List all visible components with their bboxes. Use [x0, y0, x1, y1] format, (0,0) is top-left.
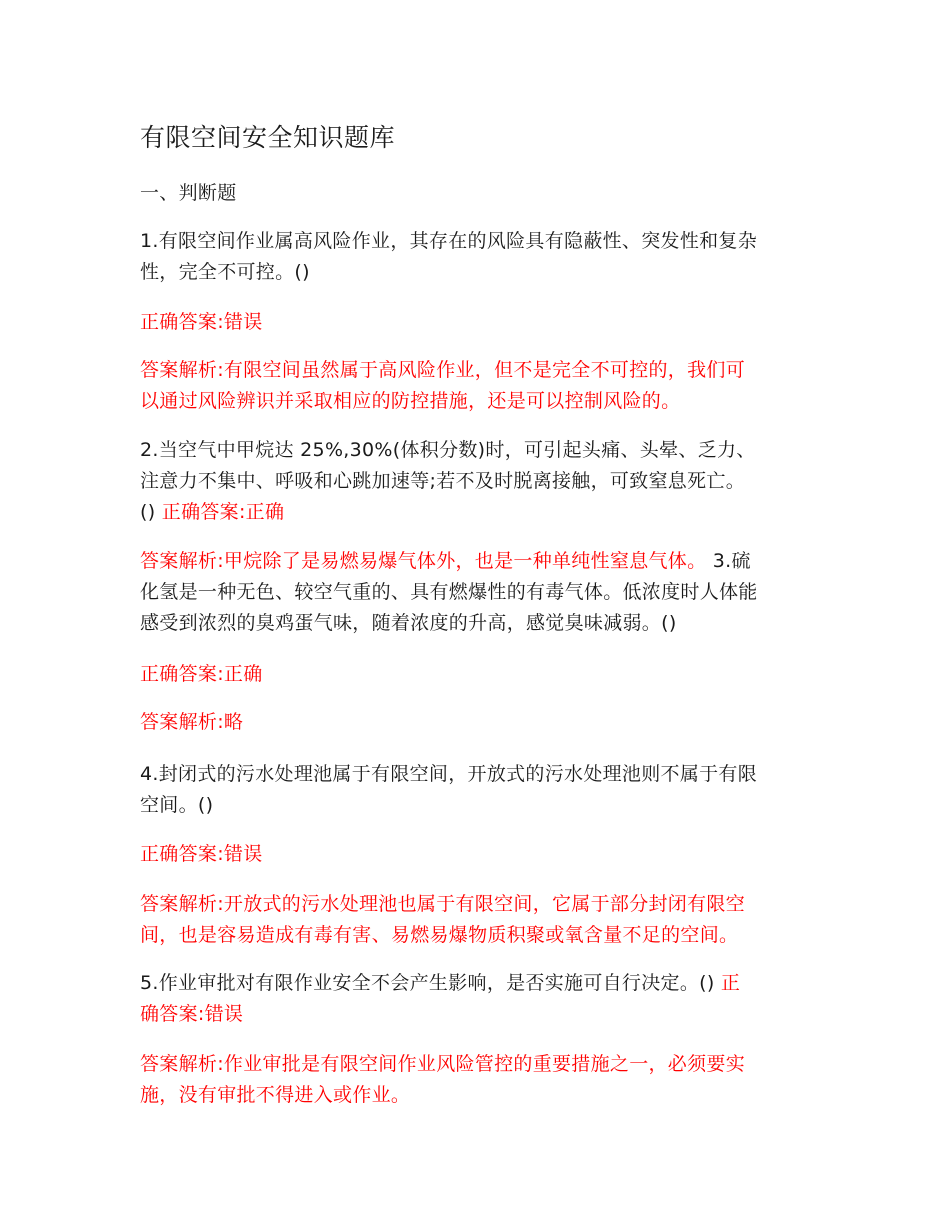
document-title: 有限空间安全知识题库 [140, 123, 396, 152]
question-2-line-3-prefix: () [140, 501, 162, 523]
question-1-analysis [140, 355, 812, 417]
question-4-line-2: 空间。() [140, 794, 214, 816]
question-5-analysis [140, 1049, 812, 1111]
question-4-analysis-line-2: 间，也是容易造成有毒有害、易燃易爆物质积聚或氧含量不足的空间。 [140, 924, 739, 946]
question-3-start: 3.硫 [706, 550, 751, 572]
question-2-analysis-and-question-3-start [140, 546, 812, 577]
question-5-line-1 [140, 968, 812, 999]
question-5-analysis-line-1: 答案解析:作业审批是有限空间作业风险管控的重要措施之一，必须要实 [140, 1053, 746, 1075]
question-1-line-2: 性，完全不可控。() [140, 261, 310, 283]
question-2-line-1: 2.当空气中甲烷达 25%,30%(体积分数)时，可引起头痛、头晕、乏力、 [140, 439, 756, 461]
question-2-line-2: 注意力不集中、呼吸和心跳加速等;若不及时脱离接触，可致窒息死亡。 [140, 470, 746, 492]
question-2-line-3 [140, 497, 812, 528]
question-5-answer-part-1: 正 [720, 972, 741, 994]
question-3-line-3: 感受到浓烈的臭鸡蛋气味，随着浓度的升高，感觉臭味减弱。() [140, 612, 677, 634]
question-2 [140, 435, 812, 528]
question-4-answer: 正确答案:错误 [140, 843, 263, 865]
question-5-analysis-line-2: 施，没有审批不得进入或作业。 [140, 1084, 411, 1106]
question-1 [140, 226, 812, 288]
question-3-answer: 正确答案:正确 [140, 663, 263, 685]
question-1-line-1: 1.有限空间作业属高风险作业，其存在的风险具有隐蔽性、突发性和复杂 [140, 230, 758, 252]
question-4-analysis-line-1: 答案解析:开放式的污水处理池也属于有限空间，它属于部分封闭有限空 [140, 893, 746, 915]
question-3-analysis: 答案解析:略 [140, 711, 244, 733]
question-4 [140, 759, 812, 821]
question-1-answer: 正确答案:错误 [140, 311, 263, 333]
question-5 [140, 968, 812, 1030]
question-5-text: 5.作业审批对有限作业安全不会产生影响，是否实施可自行决定。() [140, 972, 721, 994]
question-4-line-1: 4.封闭式的污水处理池属于有限空间，开放式的污水处理池则不属于有限 [140, 763, 758, 785]
question-1-analysis-line-1: 答案解析:有限空间虽然属于高风险作业，但不是完全不可控的，我们可 [140, 359, 746, 381]
question-2-answer: 正确答案:正确 [161, 501, 285, 523]
question-3 [140, 546, 812, 639]
question-4-analysis [140, 889, 812, 951]
question-2-analysis: 答案解析:甲烷除了是易燃易爆气体外，也是一种单纯性窒息气体。 [140, 550, 707, 572]
question-5-answer-part-2: 确答案:错误 [140, 1003, 244, 1025]
section-heading: 一、判断题 [140, 182, 237, 204]
question-1-analysis-line-2: 以通过风险辨识并采取相应的防控措施，还是可以控制风险的。 [140, 390, 681, 412]
question-3-line-2: 化氢是一种无色、较空气重的、具有燃爆性的有毒气体。低浓度时人体能 [140, 581, 758, 603]
